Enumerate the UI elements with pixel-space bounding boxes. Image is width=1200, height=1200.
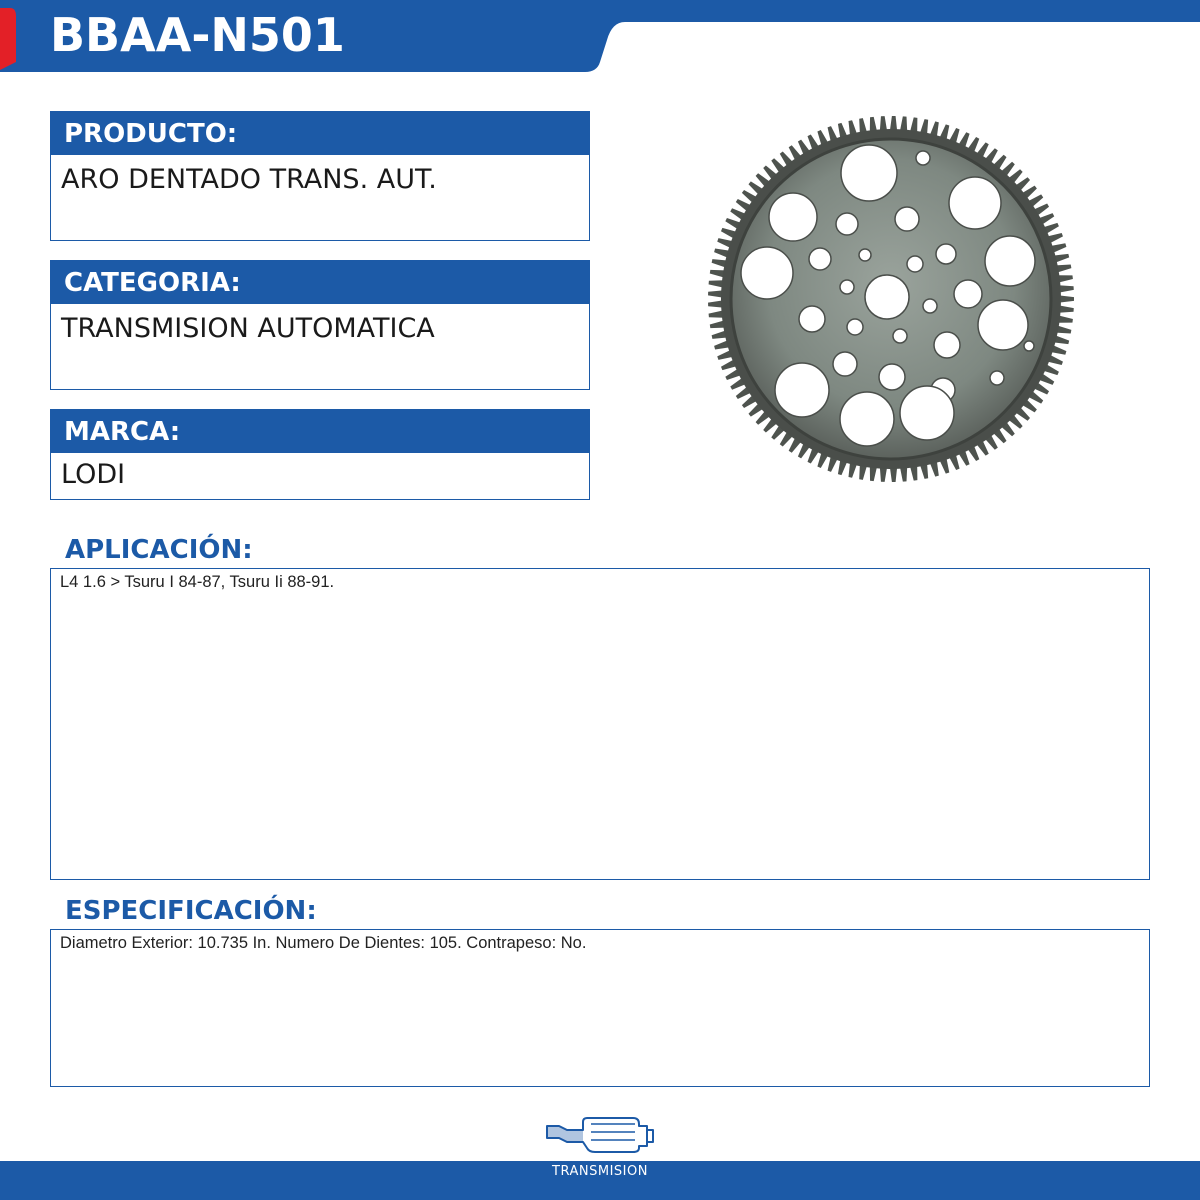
category-label: CATEGORIA: <box>50 260 590 304</box>
product-field <box>50 111 590 241</box>
footer-category-label: TRANSMISION <box>552 1164 648 1179</box>
specification-text: Diametro Exterior: 10.735 In. Numero De Dientes: 105. Contrapeso: No. <box>60 934 587 952</box>
category-value: TRANSMISION AUTOMATICA <box>50 304 590 390</box>
brand-field <box>50 409 590 500</box>
flexplate-ring-gear-image <box>705 113 1077 485</box>
brand-value: LODI <box>50 453 590 500</box>
application-panel <box>50 568 1150 880</box>
brand-label: MARCA: <box>50 409 590 453</box>
product-label: PRODUCTO: <box>50 111 590 155</box>
transmission-icon <box>545 1112 657 1154</box>
category-field <box>50 260 590 390</box>
application-title: APLICACIÓN: <box>65 535 253 565</box>
specification-title: ESPECIFICACIÓN: <box>65 896 317 926</box>
product-value: ARO DENTADO TRANS. AUT. <box>50 155 590 241</box>
application-text: L4 1.6 > Tsuru I 84-87, Tsuru Ii 88-91. <box>60 573 335 591</box>
header-red-tab <box>0 0 18 70</box>
specification-panel <box>50 929 1150 1087</box>
product-sku-title: BBAA-N501 <box>50 8 345 62</box>
